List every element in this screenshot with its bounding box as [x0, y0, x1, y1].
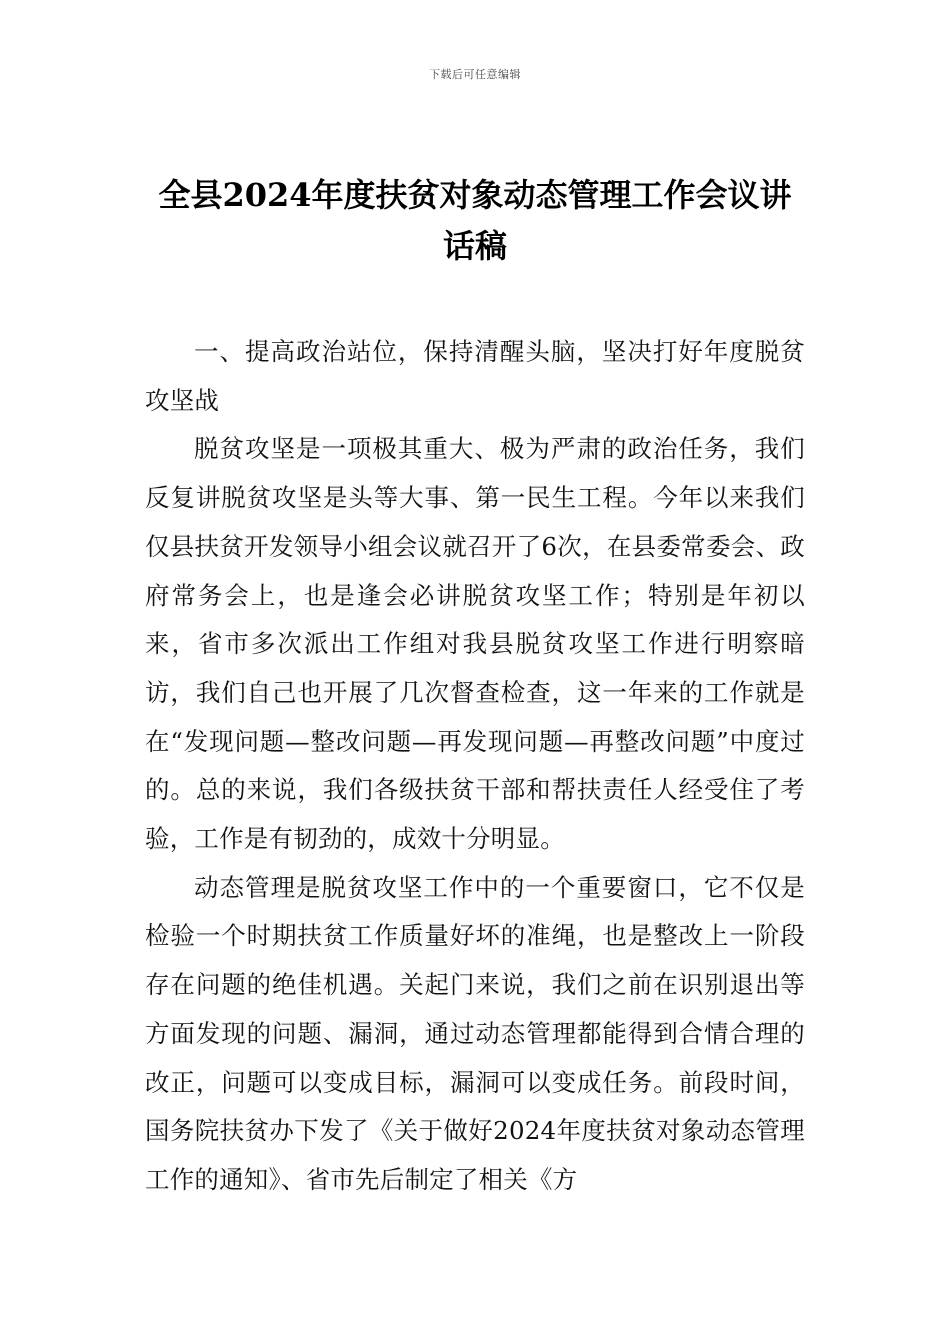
- paragraph-2: 动态管理是脱贫攻坚工作中的一个重要窗口，它不仅是检验一个时期扶贫工作质量好坏的准绳，也是整改上一阶段存在问题的绝佳机遇。关起门来说，我们之前在识别退出等方面发现的问题、漏洞，通过动态管理都能得到合情合理的改正，问题可以变成目标，漏洞可以变成任务。前段时间，国务院扶贫办下发了《关于做好2024年度扶贫对象动态管理工作的通知》、省市先后制定了相关《方: [145, 872, 805, 1194]
- header-note: 下载后可任意编辑: [429, 68, 521, 81]
- document-body: [145, 328, 805, 1205]
- paragraph-1: 脱贫攻坚是一项极其重大、极为严肃的政治任务，我们反复讲脱贫攻坚是头等大事、第一民生工程。今年以来我们仅县扶贫开发领导小组会议就召开了6次，在县委常委会、政府常务会上，也是逢会必讲脱贫攻坚工作；特别是年初以来，省市多次派出工作组对我县脱贫攻坚工作进行明察暗访，我们自己也开展了几次督查检查，这一年来的工作就是在“发现问题—整改问题—再发现问题—再整改问题”中度过的。总的来说，我们各级扶贫干部和帮扶责任人经受住了考验，工作是有韧劲的，成效十分明显。: [145, 434, 805, 854]
- section-heading-1: 一、提高政治站位，保持清醒头脑，坚决打好年度脱贫攻坚战: [145, 337, 805, 415]
- document-title: 全县2024年度扶贫对象动态管理工作会议讲话稿: [158, 176, 792, 265]
